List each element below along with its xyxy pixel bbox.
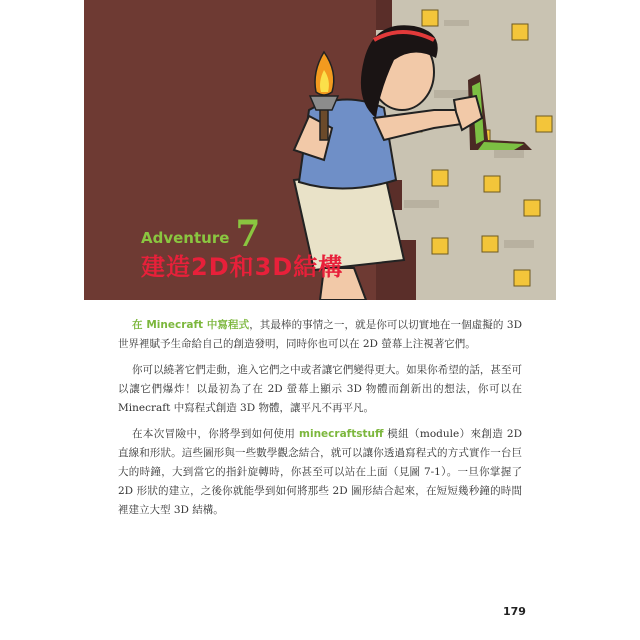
body-text [118,316,522,527]
adventure-label [141,213,401,255]
paragraph-2 [118,361,522,418]
adventure-number: 7 [235,213,261,255]
chapter-title-block [141,213,401,282]
paragraph-text: 你可以繞著它們走動，進入它們之中或者讓它們變得更大。如果你希望的話，甚至可以讓它們爆炸！以最初為了在 2D 螢幕上顯示 3D 物體而創新出的想法，你可以在 Minecraft 中寫程式創造 3D 物體，讓平凡不再平凡。 [118,364,522,414]
paragraph-text: ，其最棒的事情之一，就是你可以切實地在一個虛擬的 3D 世界裡賦予生命給自己的創造發明，同時你也可以在 2D 螢幕上注視著它們。 [118,319,523,350]
adventure-word: Adventure [141,229,230,248]
paragraph-text: 在本次冒險中，你將學到如何使用 [132,428,300,440]
chapter-illustration [84,0,556,300]
chapter-title: 建造2D和3D結構 [141,253,344,282]
paragraph-1 [118,316,522,354]
paragraph-text: 模組（module）來創造 2D 直線和形狀。這些圖形與一些數學觀念結合，就可以讓你透過寫程式的方式實作一台巨大的時鐘，大到當它的指針旋轉時，你甚至可以站在上面（見圖 7-1）。一旦你掌握了 2D 形狀的建立，之後你就能學到如何將那些 2D 圖形結合起來，在短短幾秒鐘的時間裡建立大型 3D 結構。 [118,428,522,516]
highlight-term: 在 Minecraft 中寫程式 [132,319,250,331]
page-number: 179 [503,605,526,618]
paragraph-3 [118,425,522,520]
highlight-module: minecraftstuff [299,428,384,440]
